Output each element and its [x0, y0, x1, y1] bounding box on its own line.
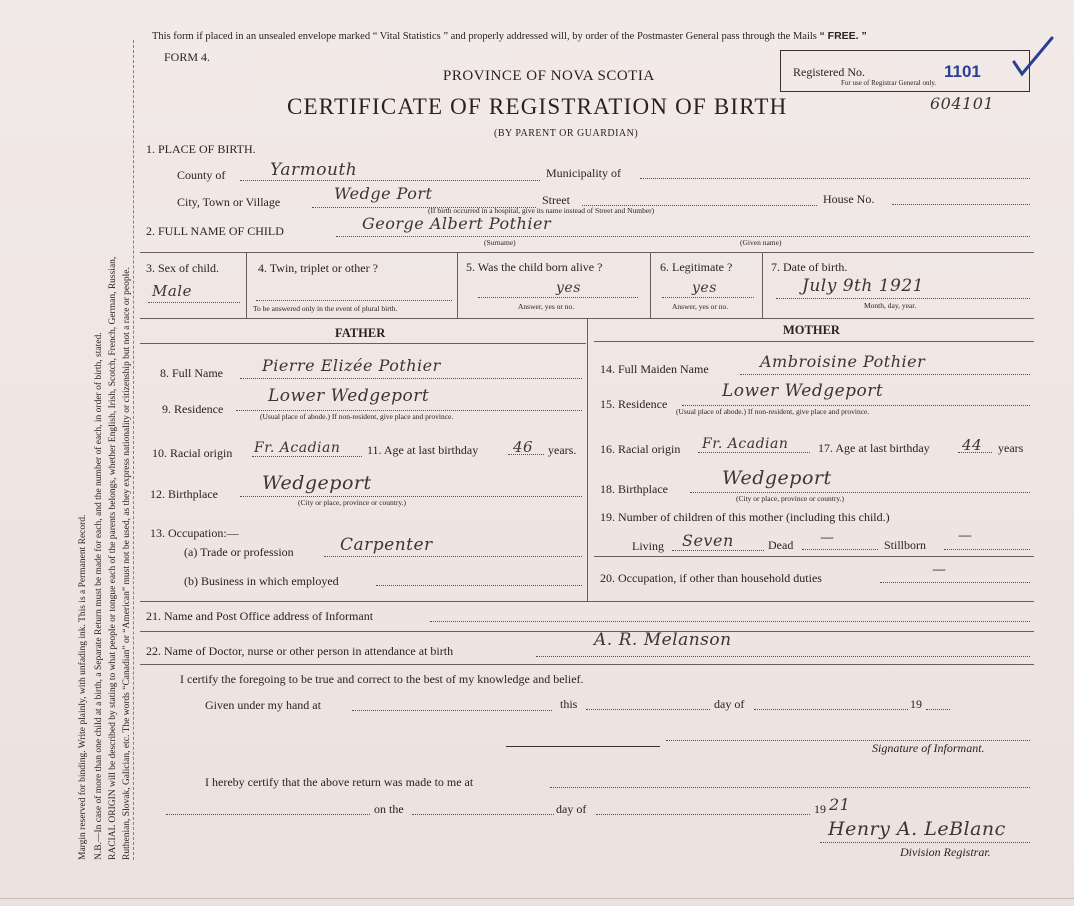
- form-number: FORM 4.: [164, 50, 211, 64]
- sex-label: 3. Sex of child.: [146, 261, 219, 275]
- given-under-label: Given under my hand at: [205, 698, 321, 712]
- page-subtitle: (BY PARENT OR GUARDIAN): [494, 128, 639, 139]
- place-of-birth-heading: 1. PLACE OF BIRTH.: [146, 142, 256, 156]
- mother-heading-rule: [594, 341, 1034, 342]
- street-note: (If birth occurred in a hospital, give its name instead of Street and Number): [428, 206, 655, 215]
- grid-divider-4: [762, 252, 763, 318]
- registrar-signature-line: [820, 842, 1030, 843]
- dead-value: —: [820, 530, 835, 546]
- margin-instructions: [14, 40, 134, 870]
- this-label: this: [560, 697, 578, 711]
- mother-residence-label: 15. Residence: [600, 397, 668, 411]
- stillborn-line: [944, 549, 1030, 550]
- living-value: Seven: [682, 531, 734, 550]
- this-line: [586, 709, 710, 710]
- mother-birthplace-label: 18. Birthplace: [600, 482, 668, 496]
- county-label: County of: [177, 168, 226, 182]
- mother-occupation-line: [880, 582, 1030, 583]
- alive-note: Answer, yes or no.: [518, 302, 575, 311]
- mother-birthplace-note: (City or place, province or country.): [736, 494, 845, 503]
- short-rule: [506, 746, 660, 747]
- sidebar-line-1: Margin reserved for binding. Write plainly, with unfading ink. This is a Permanent Record.: [78, 514, 88, 860]
- parents-bottom-rule: [140, 601, 1034, 602]
- father-racial-label: 10. Racial origin: [152, 446, 233, 460]
- grid-top-rule: [140, 252, 1034, 253]
- father-age-label: 11. Age at last birthday: [367, 443, 479, 457]
- father-years-label: years.: [548, 443, 577, 457]
- father-trade-line: [324, 556, 582, 557]
- mother-name-label: 14. Full Maiden Name: [600, 362, 709, 376]
- mother-heading: MOTHER: [783, 323, 840, 337]
- father-occupation-label: 13. Occupation:—: [150, 526, 239, 540]
- stillborn-label: Stillborn: [884, 538, 927, 552]
- alive-line: [478, 297, 638, 298]
- binding-margin-line: [133, 40, 134, 860]
- year-line: [926, 709, 950, 710]
- father-heading: FATHER: [335, 326, 386, 340]
- year-prefix-label: 19: [910, 697, 922, 711]
- house-label: House No.: [823, 192, 875, 206]
- father-residence-value: Lower Wedgeport: [268, 386, 430, 406]
- twin-note: To be answered only in the event of plural birth.: [253, 304, 398, 313]
- city-label: City, Town or Village: [177, 195, 281, 209]
- child-name-label: 2. FULL NAME OF CHILD: [146, 224, 284, 238]
- given-name-note: (Given name): [740, 238, 782, 247]
- date-of-birth-note: Month, day, year.: [864, 301, 917, 310]
- sidebar-line-2: N.B.—In case of more than one child at a birth, a Separate Return must be made for each, and the number of each, in order of birth, stated.: [94, 332, 104, 860]
- grid-divider-3: [650, 252, 651, 318]
- father-birthplace-label: 12. Birthplace: [150, 487, 218, 501]
- father-business-line: [376, 585, 582, 586]
- mother-residence-value: Lower Wedgeport: [722, 381, 884, 401]
- surname-note: (Surname): [484, 238, 516, 247]
- mother-children-rule: [594, 556, 1034, 557]
- father-birthplace-value: Wedgeport: [262, 472, 372, 494]
- given-under-line: [352, 710, 552, 711]
- street-label: Street: [542, 193, 570, 207]
- registered-label: Registered No.: [793, 65, 865, 79]
- registrar-year-value: 21: [829, 795, 851, 814]
- on-the-line: [412, 814, 554, 815]
- date-of-birth-line: [776, 298, 1030, 299]
- father-age-value: 46: [513, 438, 534, 456]
- father-birthplace-note: (City or place, province or country.): [298, 498, 407, 507]
- father-birthplace-line: [240, 496, 582, 497]
- child-name-line: [336, 236, 1030, 237]
- registrar-signature: Henry A. LeBlanc: [828, 818, 1006, 840]
- municipality-line: [640, 178, 1030, 179]
- legitimate-label: 6. Legitimate ?: [660, 260, 733, 274]
- parents-divider: [587, 318, 588, 602]
- free-label: “ FREE. ”: [819, 30, 867, 42]
- father-business-label: (b) Business in which employed: [184, 574, 339, 588]
- postal-notice: [152, 30, 867, 42]
- registrar-certify-text: I hereby certify that the above return was made to me at: [205, 775, 474, 789]
- father-name-line: [240, 378, 582, 379]
- sex-line: [148, 302, 240, 303]
- twin-line: [256, 300, 452, 301]
- sidebar-line-4: Ruthenian, Slovak, Galician, etc. The words “Canadian” or “American” must not be used, as they express nationality or citizenship but not a race or people.: [122, 267, 132, 860]
- legitimate-line: [662, 297, 754, 298]
- mother-age-line: [958, 452, 992, 453]
- day-of-label: day of: [714, 697, 745, 711]
- mother-residence-line: [682, 405, 1030, 406]
- father-name-label: 8. Full Name: [160, 366, 223, 380]
- mother-name-line: [740, 374, 1030, 375]
- child-name-value: George Albert Pothier: [362, 214, 552, 233]
- registration-box: [780, 50, 1030, 92]
- county-line: [240, 180, 540, 181]
- registrar-day-of-label: day of: [556, 802, 587, 816]
- section21-rule: [140, 631, 1034, 632]
- house-line: [892, 204, 1030, 205]
- sidebar-line-3: RACIAL ORIGIN will be described by stating to what people or tongue each of the parents belongs, whether English, Irish, Scotch, French, German, Russian,: [108, 256, 118, 860]
- mother-age-label: 17. Age at last birthday: [818, 441, 930, 455]
- father-age-line: [508, 454, 544, 455]
- informant-certify-text: I certify the foregoing to be true and correct to the best of my knowledge and belief.: [180, 672, 584, 686]
- mother-racial-label: 16. Racial origin: [600, 442, 681, 456]
- section22-rule: [140, 664, 1034, 665]
- father-name-value: Pierre Elizée Pothier: [262, 356, 441, 375]
- mother-children-label: 19. Number of children of this mother (including this child.): [600, 510, 890, 524]
- mother-residence-note: (Usual place of abode.) If non-resident, give place and province.: [676, 407, 870, 416]
- legitimate-note: Answer, yes or no.: [672, 302, 729, 311]
- date-of-birth-value: July 9th 1921: [802, 276, 924, 296]
- mother-occupation-label: 20. Occupation, if other than household duties: [600, 571, 822, 585]
- date-of-birth-label: 7. Date of birth.: [771, 260, 848, 274]
- informant-address-line: [430, 621, 1030, 622]
- alive-label: 5. Was the child born alive ?: [466, 260, 603, 274]
- grid-divider-1: [246, 252, 247, 318]
- stillborn-value: —: [958, 528, 973, 544]
- registrar-place-line-2: [166, 814, 370, 815]
- mother-birthplace-value: Wedgeport: [722, 467, 832, 489]
- living-line: [672, 550, 764, 551]
- sex-value: Male: [152, 282, 192, 300]
- registrar-year-prefix: 19: [814, 802, 826, 816]
- registrar-title: Division Registrar.: [900, 845, 991, 859]
- father-trade-value: Carpenter: [340, 535, 433, 555]
- registered-number: 1101: [944, 62, 981, 81]
- file-number: 604101: [930, 94, 995, 113]
- grid-divider-2: [457, 252, 458, 318]
- mother-name-value: Ambroisine Pothier: [760, 352, 926, 371]
- doctor-value: A. R. Melanson: [594, 630, 732, 650]
- father-racial-line: [252, 456, 362, 457]
- dead-line: [802, 549, 878, 550]
- county-value: Yarmouth: [270, 160, 358, 180]
- dead-label: Dead: [768, 538, 794, 552]
- mother-racial-line: [698, 452, 810, 453]
- doctor-label: 22. Name of Doctor, nurse or other person in attendance at birth: [146, 644, 454, 658]
- mother-years-label: years: [998, 441, 1024, 455]
- mother-birthplace-line: [690, 492, 1030, 493]
- page-title: CERTIFICATE OF REGISTRATION OF BIRTH: [287, 94, 788, 119]
- living-label: Living: [632, 539, 664, 553]
- mother-racial-value: Fr. Acadian: [702, 436, 789, 452]
- mother-occupation-value: —: [932, 562, 947, 578]
- registrar-place-line: [550, 787, 1030, 788]
- informant-signature-label: Signature of Informant.: [872, 741, 985, 755]
- doctor-line: [536, 656, 1030, 657]
- father-residence-note: (Usual place of abode.) If non-resident, give place and province.: [260, 412, 454, 421]
- postal-notice-text: This form if placed in an unsealed envelope marked “ Vital Statistics ” and properly addressed will, by order of the Postmaster General pass through the Mails: [152, 31, 817, 42]
- twin-label: 4. Twin, triplet or other ?: [258, 261, 378, 275]
- father-residence-line: [236, 410, 582, 411]
- city-value: Wedge Port: [334, 184, 433, 203]
- registered-note: For use of Registrar General only.: [841, 79, 937, 87]
- mother-age-value: 44: [962, 436, 983, 454]
- legitimate-value: yes: [692, 280, 717, 296]
- father-residence-label: 9. Residence: [162, 402, 224, 416]
- page-bottom-edge: [0, 898, 1074, 899]
- informant-address-label: 21. Name and Post Office address of Informant: [146, 609, 374, 623]
- province-heading: PROVINCE OF NOVA SCOTIA: [443, 68, 655, 84]
- alive-value: yes: [556, 280, 581, 296]
- father-heading-rule: [140, 343, 586, 344]
- checkmark-icon: [1010, 34, 1056, 78]
- day-of-line: [754, 709, 908, 710]
- on-the-label: on the: [374, 802, 404, 816]
- municipality-label: Municipality of: [546, 166, 621, 180]
- father-racial-value: Fr. Acadian: [254, 440, 341, 456]
- father-trade-label: (a) Trade or profession: [184, 545, 294, 559]
- registrar-day-of-line: [596, 814, 810, 815]
